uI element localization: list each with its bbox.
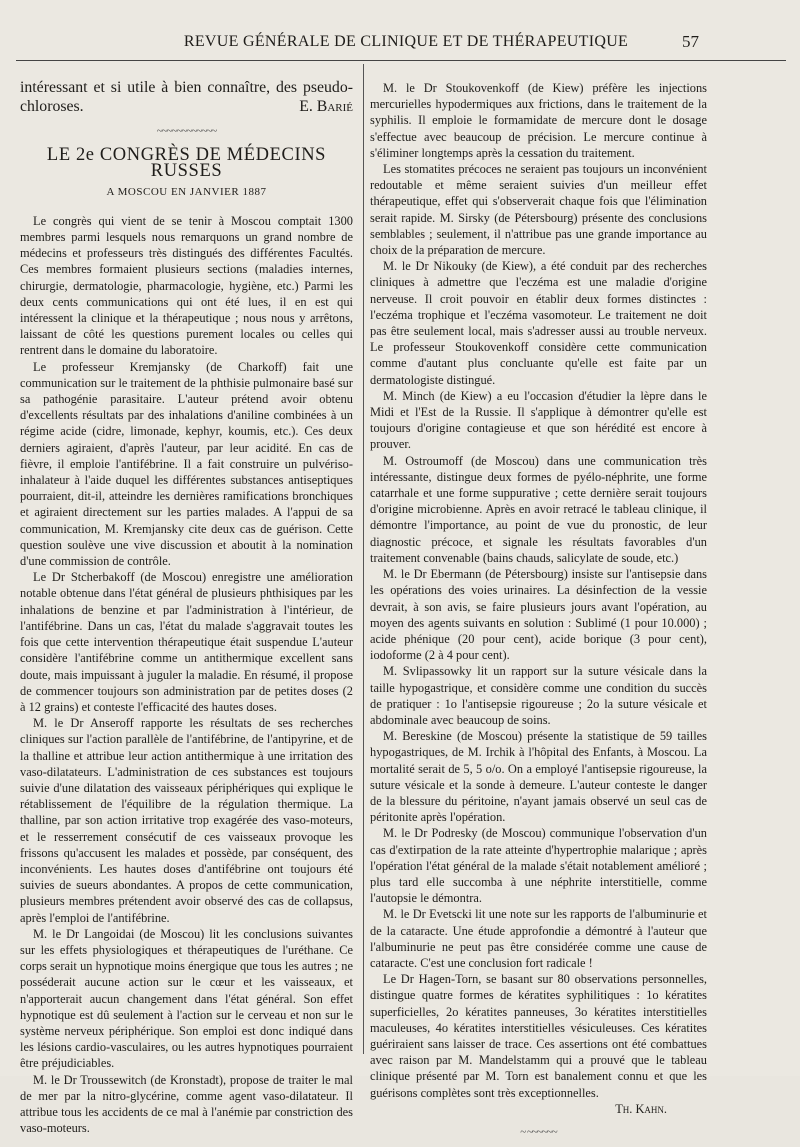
article-paragraph: M. le Dr Langoidai (de Moscou) lit les conclusions suivantes sur les effets physiologiques et thérapeutiques de l'uréthane. Ce corps serait un hypnotique moins énergique que tous les autres ; ne posséderait aucune action sur le cœur et les vaisseaux, et n'apporterait aucun changement dans l'état général. Son effet hypnotique est dû seulement à l'action sur le cerveau et non sur le système nerveux périphérique. Son emploi est donc indiqué dans les lésions cardio-vasculaires, ou les autres hypnotiques pourraient être préjudiciables. bbox=[20, 926, 353, 1071]
previous-article-ending: intéressant et si utile à bien connaître, des pseudo-chloroses. E. Barié bbox=[20, 79, 353, 115]
article-paragraph: M. Minch (de Kiew) a eu l'occasion d'étudier la lèpre dans le Midi et l'Est de la Russie. Il s'applique à démontrer qu'elle est toujours d'origine contagieuse et que son hérédité est encore à prouver. bbox=[370, 388, 707, 452]
previous-article-signature: E. Barié bbox=[299, 98, 353, 115]
article-paragraph: Le congrès qui vient de se tenir à Moscou comptait 1300 membres parmi lesquels nous remarquons un grand nombre de médecins et professeurs très distingués des différentes Facultés. Ces membres formaient plusieurs sections (maladies internes, chirurgie, dermatologie, pharmacologie, hygiène, etc.) Parmi les deux cents communications qui ont été lues, il en est qui intéressent la clinique et la thérapeutique ; nous nous y arrêtons, laissant de côté les questions purement locales ou celles qui rentrent dans le domaine du laboratoire. bbox=[20, 213, 353, 358]
header-rule bbox=[16, 60, 786, 61]
article-paragraph: Le Dr Stcherbakoff (de Moscou) enregistre une amélioration notable obtenue dans l'état général de plusieurs phthisiques par les inhalations de benzine et par l'administration à l'intérieur, de l'antifébrine. Dans un cas, l'état du malade s'aggravait toutes les fois que cette intervention thérapeutique était suspendue L'auteur considère l'antifébrine comme un antithermique excellent sans doute, mais impuissant à juguler la maladie. En résumé, il propose de commencer toujours son administration par de petites doses (2 à 12 grains) et conteste l'efficacité des hautes doses. bbox=[20, 570, 353, 714]
running-title: REVUE GÉNÉRALE DE CLINIQUE ET DE THÉRAPEUTIQUE bbox=[183, 33, 629, 50]
ornament-divider-end: ~ ~~~~~~ bbox=[520, 1126, 557, 1138]
left-column bbox=[20, 78, 353, 1136]
right-column bbox=[370, 80, 707, 1147]
article-paragraph: M. le Dr Troussewitch (de Kronstadt), propose de traiter le mal de mer par la nitro-glycérine, comme agent vaso-dilatateur. Il attribue tous les accidents de ce mal à l'anémie par constriction des vaso-moteurs. bbox=[20, 1072, 353, 1136]
article-paragraph: M. le Dr Podresky (de Moscou) communique l'observation d'un cas d'extirpation de la rate atteinte d'hypertrophie malarique ; après l'opération l'état général de la malade s'était notablement amélioré ; plus tard elle succomba à une néphrite interstitielle, comme l'autopsie le démontra. bbox=[370, 826, 707, 906]
column-divider bbox=[363, 64, 364, 1054]
article-paragraph: M. le Dr Ebermann (de Pétersbourg) insiste sur l'antisepsie dans les opérations des voies urinaires. La désinfection de la vessie devrait, à son avis, se faire plusieurs jours avant l'opération, au moyen des agents suivants en solution : Sublimé (1 pour 10.000) ; acide phénique (20 pour cent), acide borique (3 pour cent), iodoforme (2 à 4 pour cent). bbox=[370, 567, 707, 663]
article-paragraph: M. Svlipassowky lit un rapport sur la suture vésicale dans la taille hypogastrique, et considère comme une condition du succès de pratiquer : 1o l'antisepsie rigoureuse ; 2o la suture vésicale et abdominale avec beaucoup de soins. bbox=[370, 664, 707, 727]
article-paragraph: Le Dr Hagen-Torn, se basant sur 80 observations personnelles, distingue quatre formes de kératites syphilitiques : 1o kératites superficielles, 2o kératites panneuses, 3o kératites interstitielles maculeuses, 4o kératites interstitielles vésiculeuses. Ces kératites guériraient sans laisser de trace. Ces assertions ont été combattues avec raison par M. Mandelstamm qui a prouvé que le tableau clinique présenté par M. Torn est banalement connu et que les guérisons complètes sont très exceptionnelles. bbox=[370, 972, 707, 1100]
article-paragraph: M. le Dr Nikouky (de Kiew), a été conduit par des recherches cliniques à admettre que l'eczéma est une maladie d'origine nerveuse. Il croit pouvoir en établir deux formes distinctes : l'eczéma trophique et l'eczéma vasomoteur. Le traitement ne doit pas être seulement local, mais s'adresser aussi au trouble nerveux. Le professeur Stoukovenkoff considère cette communication comme d'autant plus concluante qu'elle est faite par un dermatologiste distingué. bbox=[370, 259, 707, 387]
article-paragraph: M. le Dr Anseroff rapporte les résultats de ses recherches cliniques sur l'action parallèle de l'antifébrine, de l'antipyrine, et de la thalline et attribue leur action antithermique à une irritation des vaso-dilatateurs. L'administration de ces substances est toujours suivie d'une dilatation des vaisseaux périphériques qui explique le rétablissement de l'équilibre de la régulation thermique. La thalline, par son action irritative trop exagérée des vaso-moteurs, et le resserrement consécutif de ces vaisseaux provoque les frissons qu'accusent les malades et possède, par conséquent, des inconvénients. Les hautes doses d'antifébrine ont toujours été suivies de sueurs abondantes. A propos de cette communication, plusieurs membres prétendent avoir observé des cas de collapsus, après l'emploi de l'antifébrine. bbox=[20, 716, 353, 925]
ornament-divider: ~~~~~~~~~~~~ bbox=[156, 125, 217, 137]
article-paragraph: M. Bereskine (de Moscou) présente la statistique de 59 tailles hypogastriques, de M. Irchik à l'hôpital des Enfants, à Moscou. La mortalité serait de 5, 5 o/o. On a employé l'antisepsie rigoureuse, la suture vésicale et la sonde à demeure. L'auteur conteste le danger de la blessure du péritoine, n'ayant jamais observé un seul cas de péritonite après l'opération. bbox=[370, 729, 707, 825]
article-paragraph: Les stomatites précoces ne seraient pas toujours un inconvénient redoutable et même seraient suivies d'un meilleur effet thérapeutique, effet qui s'observerait chaque fois que l'élimination serait rapide. M. Sirsky (de Pétersbourg) présente des conclusions semblables ; seulement, il n'attribue pas une grande importance au choix de la préparation de mercure. bbox=[370, 162, 707, 258]
article-paragraph: Le professeur Kremjansky (de Charkoff) fait une communication sur le traitement de la phthisie pulmonaire basé sur sa pathogénie parasitaire. L'auteur prétend avoir obtenu d'excellents résultats par des inhalations d'aniline combinées à un régime acide (cidre, limonade, kephyr, koumis, etc.). Ces deux derniers agiraient, d'après l'auteur, par leur acidité. En cas de fièvre, il emploie l'antifébrine. Il a fait construire un pulvériso-inhalateur à l'aide duquel les différentes substances antiseptiques pourraient, dit-il, atteindre les dernières ramifications bronchiques et agiraient directement sur les parties malades. A l'appui de sa communication, M. Kremjansky cite deux cas de guérison. Cette question soulève une vive discussion et aboutit à la nomination d'une commission de contrôle. bbox=[20, 359, 353, 569]
page-number: 57 bbox=[682, 32, 699, 51]
article-title: LE 2e CONGRÈS DE MÉDECINS RUSSES bbox=[46, 145, 327, 182]
article-subtitle: A MOSCOU EN JANVIER 1887 bbox=[106, 185, 267, 198]
article-paragraph: M. le Dr Evetscki lit une note sur les rapports de l'albuminurie et de la cataracte. Une étude approfondie a démontré à l'auteur que l'albuminurie ne peut pas être considérée comme une cause de cataracte. C'est une conclusion fort radicale ! bbox=[370, 907, 707, 970]
article-paragraph: M. le Dr Stoukovenkoff (de Kiew) préfère les injections mercurielles hypodermiques aux frictions, dans le traitement de la syphilis. Il emploie le formamidate de mercure dont le dosage s'effectue avec beaucoup de précision. Le mercure continue à s'éliminer longtemps après la cessation du traitement. bbox=[370, 81, 707, 160]
author-signature: Th. Kahn. bbox=[615, 1101, 667, 1116]
article-paragraph: M. Ostroumoff (de Moscou) dans une communication très intéressante, distingue deux formes de pyélo-néphrite, une forme catarrhale et une forme suppurative ; cette dernière serait toujours d'origine microbienne. Après en avoir retracé le tableau clinique, il démontre l'importance, au point de vue du pronostic, de leur diagnostic précoce, et signale les résultats favorables d'un traitement convenable (bains chauds, salicylate de soude, etc.) bbox=[370, 453, 707, 565]
